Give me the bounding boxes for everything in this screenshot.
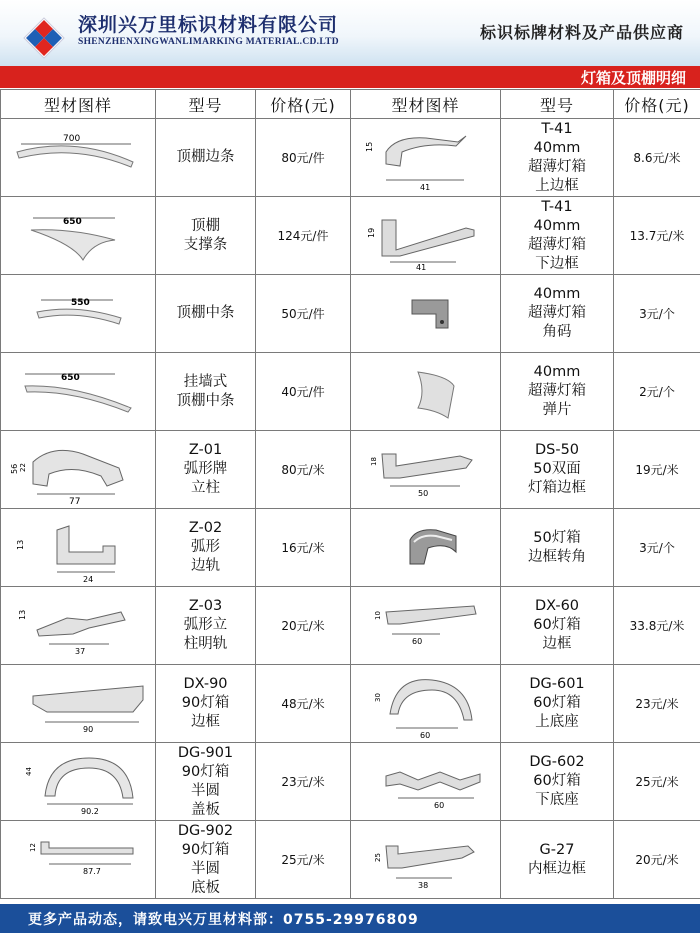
table-row <box>1 275 700 353</box>
svg-text:10: 10 <box>373 610 382 620</box>
svg-text:13: 13 <box>18 609 27 620</box>
svg-text:15: 15 <box>364 141 374 152</box>
price: 23元/米 <box>256 743 351 821</box>
svg-text:550: 550 <box>71 297 90 308</box>
model-name: Z-02 弧形 边轨 <box>156 509 256 587</box>
profile-image <box>1 587 156 665</box>
model-name: 40mm 超薄灯箱 弹片 <box>501 353 614 431</box>
model-name: 顶棚边条 <box>156 119 256 197</box>
svg-text:87.7: 87.7 <box>83 866 101 876</box>
table-row <box>1 821 700 899</box>
table-row <box>1 431 700 509</box>
model-name: Z-03 弧形立 柱明轨 <box>156 587 256 665</box>
company-name-cn: 深圳兴万里标识材料有限公司 <box>78 14 339 36</box>
price: 33.8元/米 <box>614 587 700 665</box>
profile-image <box>351 197 501 275</box>
price: 48元/米 <box>256 665 351 743</box>
svg-text:41: 41 <box>415 262 426 272</box>
table-row <box>1 197 700 275</box>
profile-image <box>351 821 501 899</box>
svg-text:60: 60 <box>419 730 430 740</box>
profile-image <box>1 743 156 821</box>
table-row <box>1 353 700 431</box>
price: 16元/米 <box>256 509 351 587</box>
model-name: DG-901 90灯箱 半圆 盖板 <box>156 743 256 821</box>
model-name: 挂墙式 顶棚中条 <box>156 353 256 431</box>
col-header-price: 价格(元) <box>256 90 351 119</box>
price: 20元/米 <box>256 587 351 665</box>
model-name: T-41 40mm 超薄灯箱 上边框 <box>501 119 614 197</box>
price: 19元/米 <box>614 431 700 509</box>
model-name: 顶棚 支撑条 <box>156 197 256 275</box>
price: 25元/米 <box>256 821 351 899</box>
svg-text:18: 18 <box>369 456 378 466</box>
model-name: DG-902 90灯箱 半圆 底板 <box>156 821 256 899</box>
model-name: 顶棚中条 <box>156 275 256 353</box>
svg-text:30: 30 <box>373 692 382 702</box>
company-logo-icon <box>22 16 66 60</box>
price: 80元/米 <box>256 431 351 509</box>
profile-image <box>1 353 156 431</box>
profile-image <box>351 119 501 197</box>
price: 3元/个 <box>614 275 700 353</box>
col-header-model: 型号 <box>156 90 256 119</box>
model-name: DX-90 90灯箱 边框 <box>156 665 256 743</box>
company-name-en: SHENZHENXINGWANLIMARKING MATERIAL.CD.LTD <box>78 37 339 47</box>
svg-text:25: 25 <box>373 852 382 862</box>
table-row <box>1 119 700 197</box>
svg-text:77: 77 <box>69 496 81 506</box>
svg-text:44: 44 <box>25 766 33 776</box>
price: 2元/个 <box>614 353 700 431</box>
footer-contact: 更多产品动态，请致电兴万里材料部：0755-29976809 <box>28 912 419 928</box>
svg-text:56: 56 <box>10 463 19 474</box>
price: 40元/件 <box>256 353 351 431</box>
profile-image <box>1 821 156 899</box>
svg-text:650: 650 <box>63 216 82 227</box>
svg-text:90.2: 90.2 <box>81 806 99 816</box>
profile-image <box>1 119 156 197</box>
svg-text:700: 700 <box>63 133 81 144</box>
svg-text:50: 50 <box>417 488 428 498</box>
col-header-image: 型材图样 <box>1 90 156 119</box>
profile-image <box>351 743 501 821</box>
svg-text:12: 12 <box>29 842 37 852</box>
model-name: 40mm 超薄灯箱 角码 <box>501 275 614 353</box>
price: 80元/件 <box>256 119 351 197</box>
svg-text:41: 41 <box>419 182 430 192</box>
price: 20元/米 <box>614 821 700 899</box>
profile-image <box>351 275 501 353</box>
svg-text:37: 37 <box>75 646 86 656</box>
page-header <box>0 0 700 66</box>
model-name: Z-01 弧形牌 立柱 <box>156 431 256 509</box>
profile-image <box>1 509 156 587</box>
model-name: 50灯箱 边框转角 <box>501 509 614 587</box>
table-row <box>1 665 700 743</box>
price: 50元/件 <box>256 275 351 353</box>
profile-image <box>351 509 501 587</box>
table-header-row <box>1 90 700 119</box>
model-name: DX-60 60灯箱 边框 <box>501 587 614 665</box>
slogan: 标识标牌材料及产品供应商 <box>479 23 684 42</box>
model-name: DG-601 60灯箱 上底座 <box>501 665 614 743</box>
model-name: DS-50 50双面 灯箱边框 <box>501 431 614 509</box>
profile-image <box>351 587 501 665</box>
col-header-price: 价格(元) <box>614 90 700 119</box>
section-title: 灯箱及顶棚明细 <box>580 69 686 87</box>
col-header-image: 型材图样 <box>351 90 501 119</box>
model-name: DG-602 60灯箱 下底座 <box>501 743 614 821</box>
svg-text:60: 60 <box>433 800 444 810</box>
profile-image <box>351 431 501 509</box>
svg-text:60: 60 <box>411 636 422 646</box>
price: 8.6元/米 <box>614 119 700 197</box>
price: 124元/件 <box>256 197 351 275</box>
price: 25元/米 <box>614 743 700 821</box>
profile-image <box>1 665 156 743</box>
product-table <box>0 89 700 899</box>
svg-text:650: 650 <box>61 372 80 383</box>
profile-image <box>1 275 156 353</box>
model-name: T-41 40mm 超薄灯箱 下边框 <box>501 197 614 275</box>
col-header-model: 型号 <box>501 90 614 119</box>
svg-text:19: 19 <box>366 227 376 238</box>
profile-image <box>1 197 156 275</box>
price: 3元/个 <box>614 509 700 587</box>
table-row <box>1 743 700 821</box>
svg-text:22: 22 <box>19 462 27 472</box>
svg-text:24: 24 <box>83 574 94 584</box>
svg-text:38: 38 <box>417 880 428 890</box>
price: 23元/米 <box>614 665 700 743</box>
model-name: G-27 内框边框 <box>501 821 614 899</box>
footer-bar <box>0 904 700 933</box>
profile-image <box>1 431 156 509</box>
profile-image <box>351 353 501 431</box>
svg-text:13: 13 <box>16 539 25 550</box>
profile-image <box>351 665 501 743</box>
table-row <box>1 587 700 665</box>
svg-text:90: 90 <box>83 724 94 734</box>
price: 13.7元/米 <box>614 197 700 275</box>
table-row <box>1 509 700 587</box>
